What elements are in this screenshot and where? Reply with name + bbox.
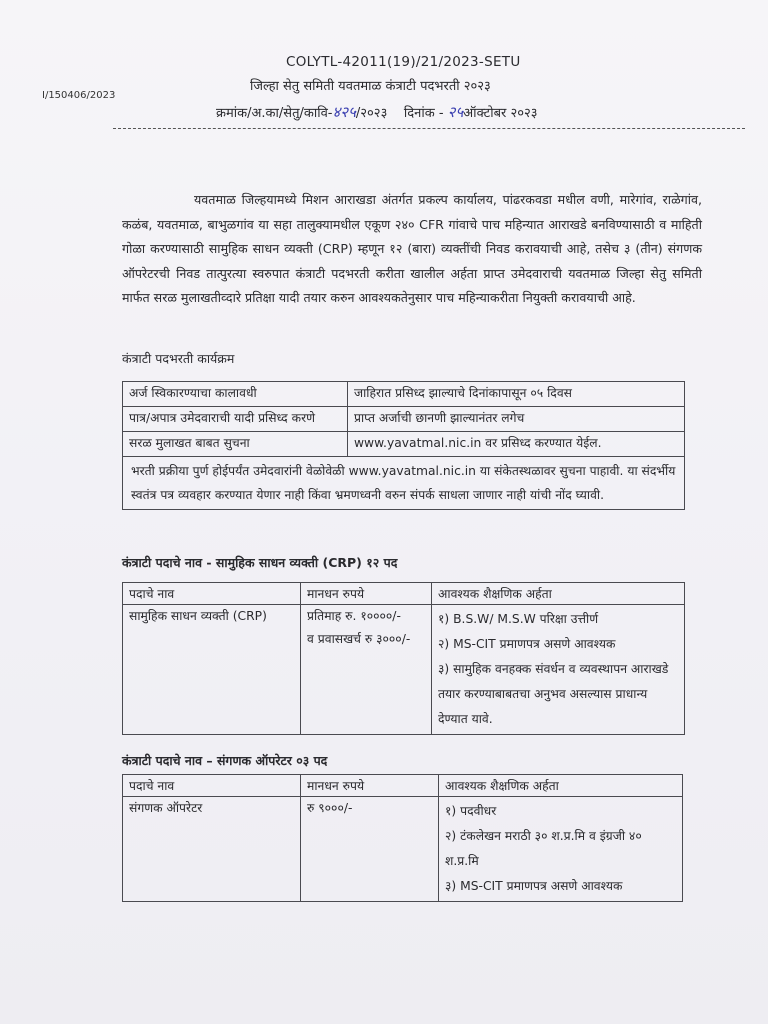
crp-heading: कंत्राटी पदाचे नाव - सामुहिक साधन व्यक्ती (CRP) १२ पद (122, 555, 398, 570)
qualification-item: १) पदवीधर (445, 804, 497, 818)
column-header: आवश्यक शैक्षणिक अर्हता (439, 775, 683, 797)
table-header-row (123, 775, 683, 797)
pay-cell: रु ९०००/- (301, 797, 439, 902)
table-header-row (123, 583, 685, 605)
schedule-cell: पात्र/अपात्र उमेदवाराची यादी प्रसिध्द करणे (123, 407, 348, 432)
date-suffix: ऑक्टोबर २०२३ (463, 106, 538, 121)
handwritten-order-number: ४२५ (332, 103, 356, 121)
schedule-note: भरती प्रक्रीया पुर्ण होईपर्यंत उमेदवारांनी वेळोवेळी www.yavatmal.nic.in या संकेतस्थळावर सुचना पाहावी. या संदर्भीय स्वतंत्र पत्र व्यवहार करण्यात येणार नाही किंवा भ्रमणध्वनी वरुन संपर्क साधला जाणार नाही यांची नोंद घ्यावी. (123, 457, 685, 510)
order-suffix: /२०२३ (355, 106, 388, 121)
table-row (123, 605, 685, 735)
pay-line: व प्रवासखर्च रु ३०००/- (307, 632, 411, 646)
column-header: मानधन रुपये (301, 775, 439, 797)
table-row (123, 432, 685, 457)
qualification-item: ३) सामुहिक वनहक्क संवर्धन व व्यवस्थापन आराखडे तयार करण्याबाबतचा अनुभव असल्यास प्राधान्य देण्यात यावे. (438, 662, 669, 726)
post-name: सामुहिक साधन व्यक्ती (CRP) (123, 605, 301, 735)
schedule-table (122, 381, 685, 510)
schedule-cell: सरळ मुलाखत बाबत सुचना (123, 432, 348, 457)
crp-table (122, 582, 685, 735)
schedule-cell: प्राप्त अर्जाची छानणी झाल्यानंतर लगेच (348, 407, 685, 432)
file-reference: COLYTL-42011(19)/21/2023-SETU (286, 54, 521, 70)
handwritten-date: २५ (447, 103, 464, 121)
qualification-item: ३) MS-CIT प्रमाणपत्र असणे आवश्यक (445, 879, 623, 893)
pay-line: प्रतिमाह रु. १००००/- (307, 609, 401, 623)
column-header: आवश्यक शैक्षणिक अर्हता (432, 583, 685, 605)
date-label: दिनांक - (403, 106, 444, 121)
header-divider (113, 128, 745, 129)
schedule-cell: www.yavatmal.nic.in वर प्रसिध्द करण्यात येईल. (348, 432, 685, 457)
order-line (216, 102, 538, 122)
qualifications-cell (432, 605, 685, 735)
qualification-item: १) B.S.W/ M.S.W परिक्षा उत्तीर्ण (438, 612, 599, 626)
qualification-item: २) MS-CIT प्रमाणपत्र असणे आवश्यक (438, 637, 616, 651)
post-name: संगणक ऑपरेटर (123, 797, 301, 902)
operator-heading: कंत्राटी पदाचे नाव – संगणक ऑपरेटर ०३ पद (122, 753, 328, 768)
operator-table (122, 774, 683, 902)
inward-number: I/150406/2023 (42, 90, 116, 101)
table-row (123, 382, 685, 407)
table-row (123, 457, 685, 510)
qualifications-cell (439, 797, 683, 902)
table-row (123, 797, 683, 902)
column-header: पदाचे नाव (123, 583, 301, 605)
schedule-cell: अर्ज स्विकारण्याचा कालावधी (123, 382, 348, 407)
paragraph-text: यवतमाळ जिल्हयामध्ये मिशन आराखडा अंतर्गत प्रकल्प कार्यालय, पांढरकवडा मधील वणी, मारेगांव, राळेगांव, कळंब, यवतमाळ, बाभुळगांव या सहा तालुक्यामधील एकूण २४० CFR गांवाचे पाच महिन्यात आराखडे बनविण्यासाठी व माहिती गोळा करण्यासाठी सामुहिक साधन व्यक्ती (CRP) म्हणून १२ (बारा) व्यक्तींची निवड करावयाची आहे, तसेच ३ (तीन) संगणक ऑपरेटरची निवड तात्पुरत्या स्वरुपात कंत्राटी पदभरती करीता खालील अर्हता प्राप्त उमेदवाराची यवतमाळ जिल्हा सेतु समिती मार्फत सरळ मुलाखतीव्दारे प्रतिक्षा यादी तयार करुन आवश्यकतेनुसार पाच महिन्याकरीता नियुक्ती करावयाची आहे. (122, 192, 702, 305)
qualification-item: २) टंकलेखन मराठी ३० श.प्र.मि व इंग्रजी ४० श.प्र.मि (445, 829, 642, 868)
table-row (123, 407, 685, 432)
schedule-cell: जाहिरात प्रसिध्द झाल्याचे दिनांकापासून ०५ दिवस (348, 382, 685, 407)
column-header: मानधन रुपये (301, 583, 432, 605)
intro-paragraph (122, 188, 702, 311)
schedule-heading: कंत्राटी पदभरती कार्यक्रम (122, 351, 235, 366)
column-header: पदाचे नाव (123, 775, 301, 797)
order-prefix: क्रमांक/अ.का/सेतु/कावि- (216, 106, 333, 121)
pay-cell (301, 605, 432, 735)
document-title: जिल्हा सेतु समिती यवतमाळ कंत्राटी पदभरती २०२३ (250, 79, 491, 94)
